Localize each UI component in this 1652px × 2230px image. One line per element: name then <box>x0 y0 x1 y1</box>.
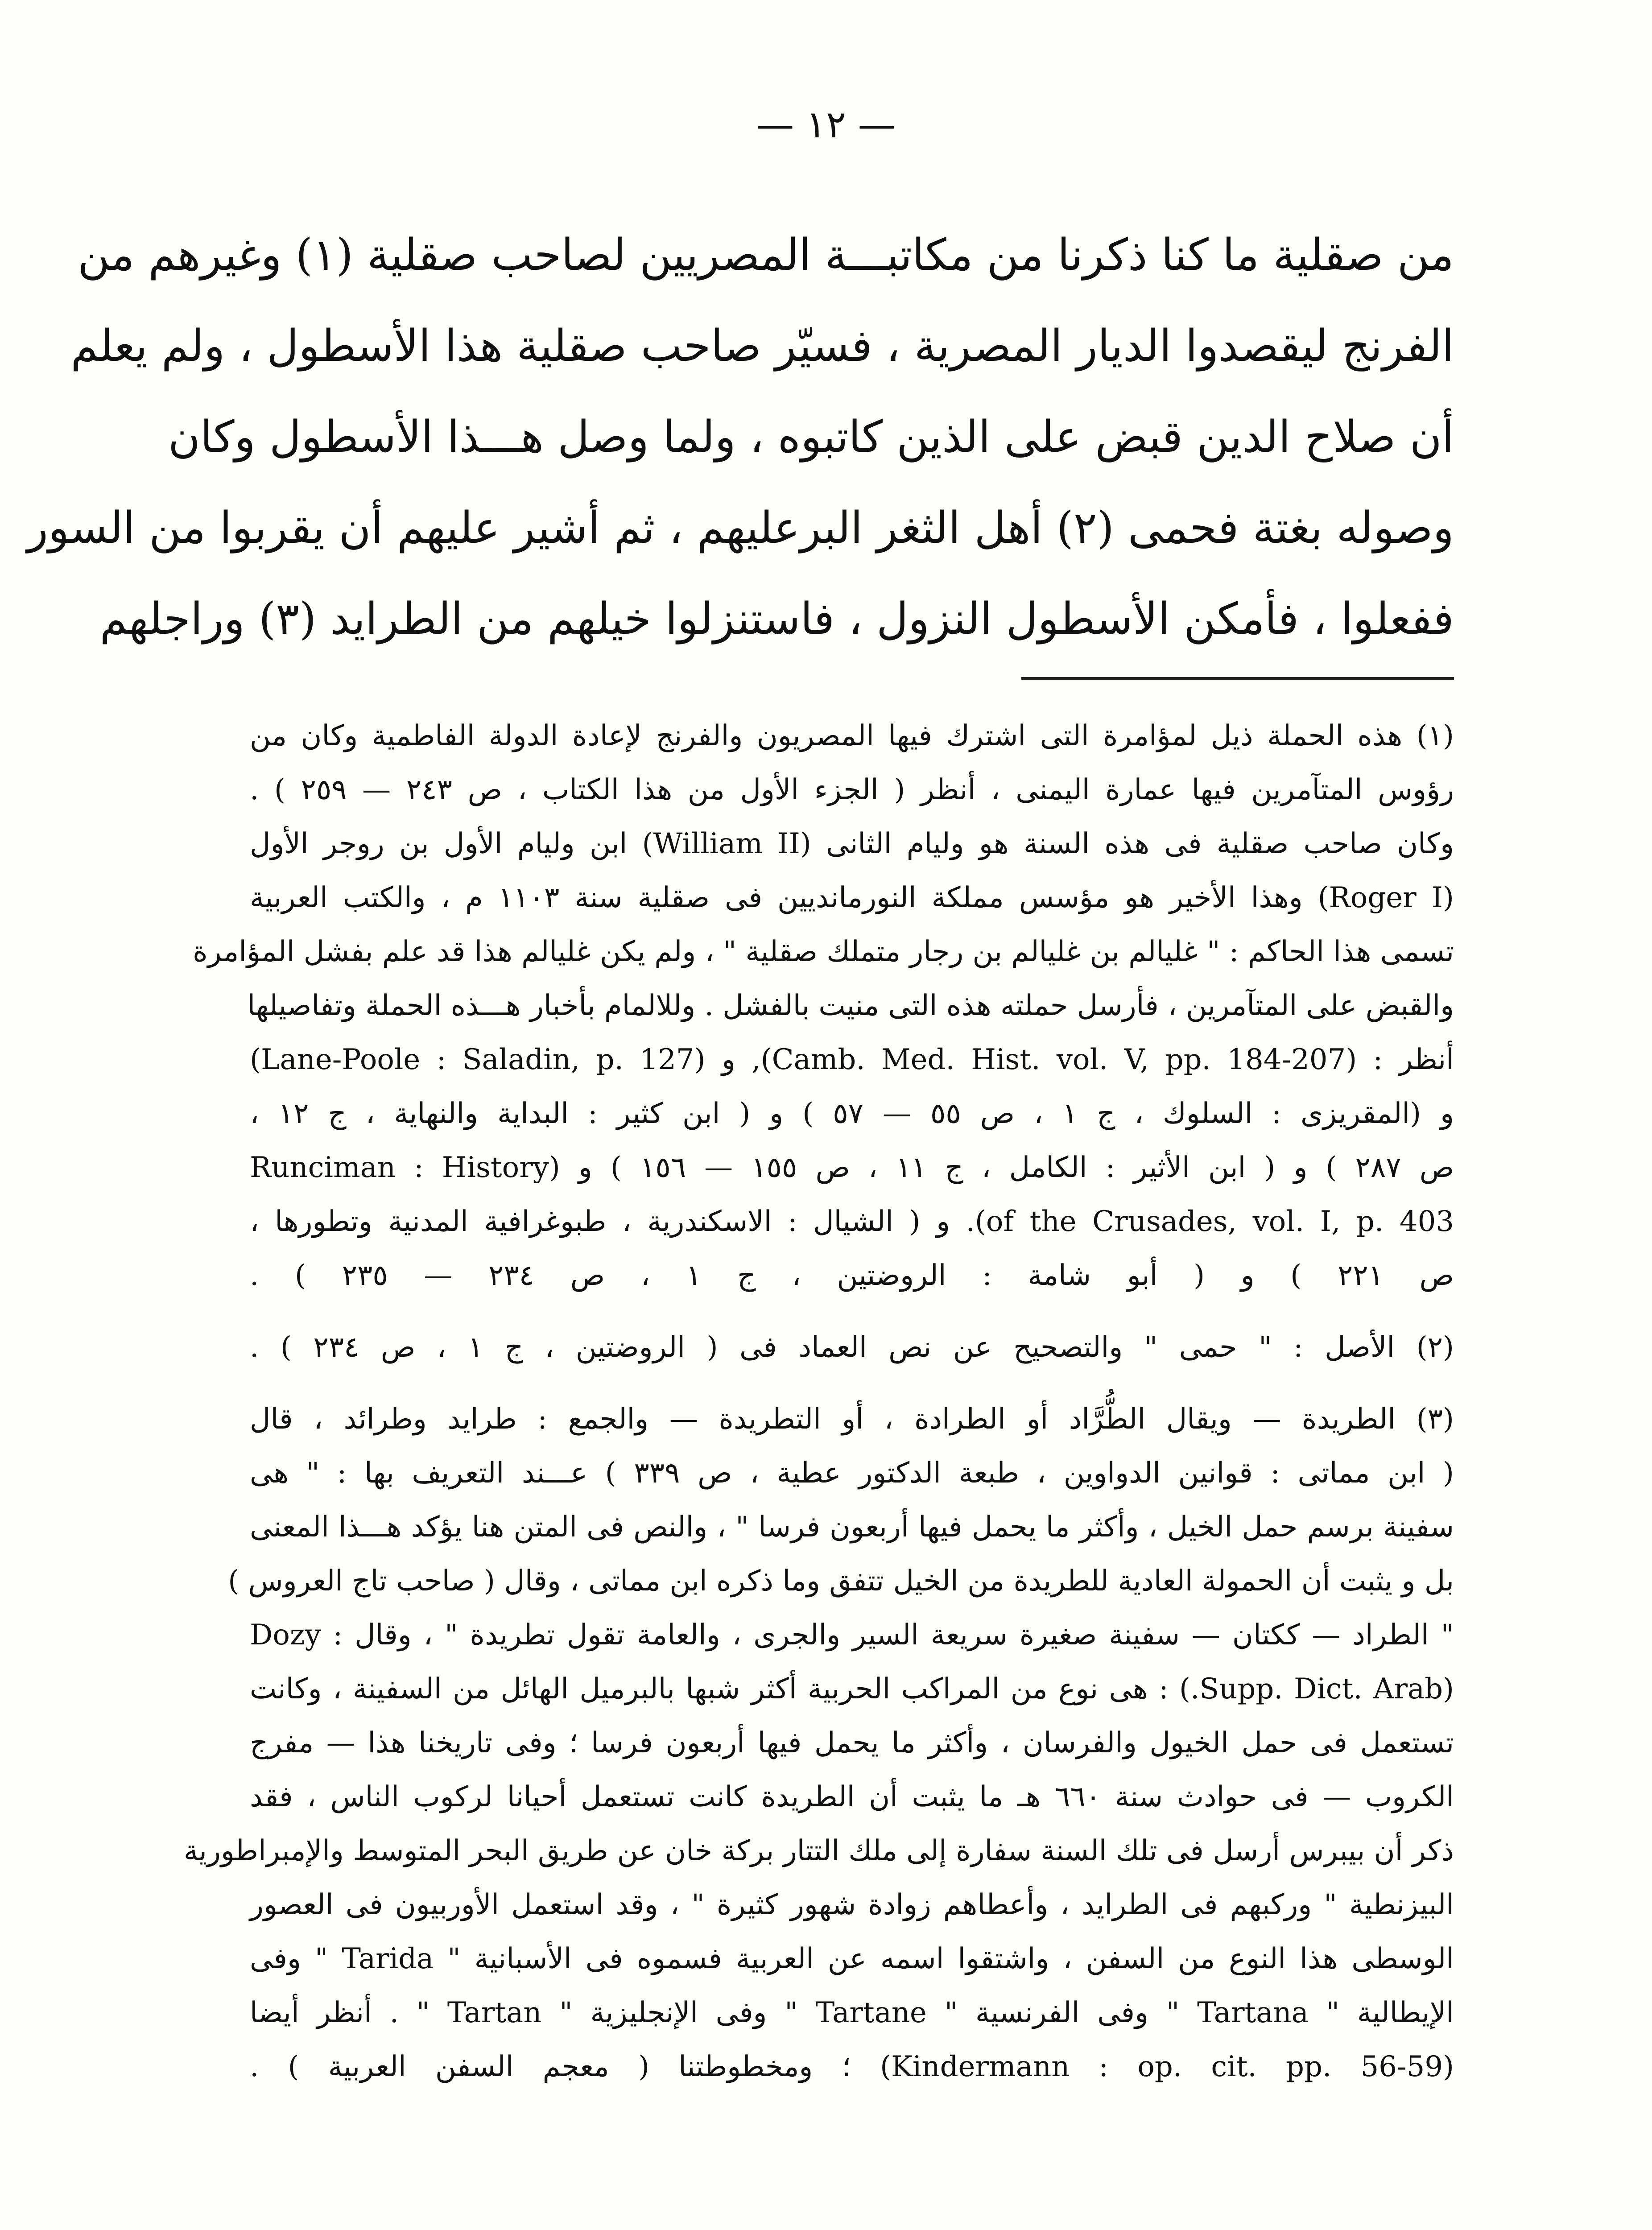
footnote-line: تستعمل فى حمل الخيول والفرسان ، وأكثر ما يحمل فيها أربعون فرسا ؛ وفى تاريخنا هذا — مفرج <box>250 1726 1454 1759</box>
footnote-line: الوسطى هذا النوع من السفن ، واشتقوا اسمه عن العربية فسموه فى الأسبانية " Tarida " وفى <box>250 1942 1454 1975</box>
footnote-line: (Kindermann : op. cit. pp. 56-59) ؛ ومخطوطتنا ( معجم السفن العربية ) . <box>250 2050 1454 2083</box>
footnote-line: تسمى هذا الحاكم : " غليالم بن غليالم بن رجار متملك صقلية " ، ولم يكن غليالم هذا قد علم بفشل المؤامرة <box>193 935 1454 968</box>
footnote-line: ص ٢٨٧ ) و ( ابن الأثير : الكامل ، ج ١١ ، ص ١٥٥ — ١٥٦ ) و (Runciman : History <box>250 1151 1454 1184</box>
main-text-line: من صقلية ما كنا ذكرنا من مكاتبـــة المصريين لصاحب صقلية (١) وغيرهم من <box>78 230 1454 281</box>
footnote-line: وكان صاحب صقلية فى هذه السنة هو وليام الثانى (William II) ابن وليام الأول بن روجر الأول <box>250 827 1454 860</box>
footnote-1 <box>193 709 1454 1303</box>
footnote-line: البيزنطية " وركبهم فى الطرايد ، وأعطاهم زوادة شهور كثيرة " ، وقد استعمل الأوربيون فى العصور <box>250 1888 1454 1921</box>
footnote-spacer <box>250 1375 1454 1392</box>
footnotes <box>183 709 1454 2094</box>
footnote-line: ص ٢٢١ ) و ( أبو شامة : الروضتين ، ج ١ ، ص ٢٣٤ — ٢٣٥ ) . <box>250 1259 1454 1292</box>
main-text <box>27 210 1454 665</box>
page-number: — ١٢ — <box>756 103 896 146</box>
footnote-separator <box>1021 677 1454 680</box>
main-text-line: ففعلوا ، فأمكن الأسطول النزول ، فاستنزلوا خيلهم من الطرايد (٣) وراجلهم <box>99 594 1454 644</box>
footnote-line: ( ابن مماتى : قوانين الدواوين ، طبعة الدكتور عطية ، ص ٣٣٩ ) عـــند التعريف بها : " هى <box>250 1457 1454 1490</box>
footnote-line: بل و يثبت أن الحمولة العادية للطريدة من الخيل تتفق وما ذكره ابن مماتى ، وقال ( صاحب تاج العروس ) <box>228 1565 1454 1598</box>
footnote-line: (Supp. Dict. Arab.) : هى نوع من المراكب الحربية أكثر شبها بالبرميل الهائل من السفينة ، وكانت <box>250 1672 1454 1706</box>
footnote-line: الإيطالية " Tartana " وفى الفرنسية " Tartane " وفى الإنجليزية " Tartan " . أنظر أيضا <box>250 1996 1454 2029</box>
footnote-line: الكروب — فى حوادث سنة ٦٦٠ هـ ما يثبت أن الطريدة كانت تستعمل أحيانا لركوب الناس ، فقد <box>250 1780 1454 1813</box>
main-text-line: أن صلاح الدين قبض على الذين كاتبوه ، ولما وصل هـــذا الأسطول وكان <box>168 412 1454 463</box>
footnote-line: رؤوس المتآمرين فيها عمارة اليمنى ، أنظر ( الجزء الأول من هذا الكتاب ، ص ٢٤٣ — ٢٥٩ ) . <box>250 773 1454 806</box>
footnote-line: (٢) الأصل : " حمى " والتصحيح عن نص العماد فى ( الروضتين ، ج ١ ، ص ٢٣٤ ) . <box>250 1331 1454 1364</box>
main-text-line: الفرنج ليقصدوا الديار المصرية ، فسيّر صاحب صقلية هذا الأسطول ، ولم يعلم <box>70 321 1454 372</box>
footnote-spacer <box>250 1303 1454 1321</box>
footnote-line: سفينة برسم حمل الخيل ، وأكثر ما يحمل فيها أربعون فرسا " ، والنص فى المتن هنا يؤكد هـــذا المعنى <box>250 1511 1454 1544</box>
main-text-line: وصوله بغتة فحمى (٢) أهل الثغر البرعليهم ، ثم أشير عليهم أن يقربوا من السور <box>27 503 1454 553</box>
footnote-2 <box>250 1321 1454 1375</box>
footnote-line: والقبض على المتآمرين ، فأرسل حملته هذه التى منيت بالفشل . وللالمام بأخبار هـــذه الحملة وتفاصيلها <box>247 989 1454 1022</box>
footnote-line: ذكر أن بيبرس أرسل فى تلك السنة سفارة إلى ملك التتار بركة خان عن طريق البحر المتوسط والإمبراطورية <box>183 1834 1454 1867</box>
footnote-3 <box>183 1392 1454 2094</box>
footnote-line: of the Crusades, vol. I, p. 403). و ( الشيال : الاسكندرية ، طبوغرافية المدنية وتطورها ، <box>250 1205 1454 1238</box>
footnote-line: " الطراد — ككتان — سفينة صغيرة سريعة السير والجرى ، والعامة تقول تطريدة " ، وقال : Dozy <box>250 1619 1454 1652</box>
footnote-line: أنظر : (Camb. Med. Hist. vol. V, pp. 184-207), و (Lane-Poole : Saladin, p. 127) <box>250 1043 1454 1076</box>
footnote-line: (١) هذه الحملة ذيل لمؤامرة التى اشترك فيها المصريون والفرنج لإعادة الدولة الفاطمية وكان من <box>250 719 1454 752</box>
footnote-line: (٣) الطريدة — ويقال الطُّرَّاد أو الطرادة ، أو التطريدة — والجمع : طرايد وطرائد ، قال <box>250 1403 1454 1436</box>
footnote-line: (Roger I) وهذا الأخير هو مؤسس مملكة النورمانديين فى صقلية سنة ١١٠٣ م ، والكتب العربية <box>250 881 1454 914</box>
footnote-line: و (المقريزى : السلوك ، ج ١ ، ص ٥٥ — ٥٧ ) و ( ابن كثير : البداية والنهاية ، ج ١٢ ، <box>250 1097 1454 1130</box>
